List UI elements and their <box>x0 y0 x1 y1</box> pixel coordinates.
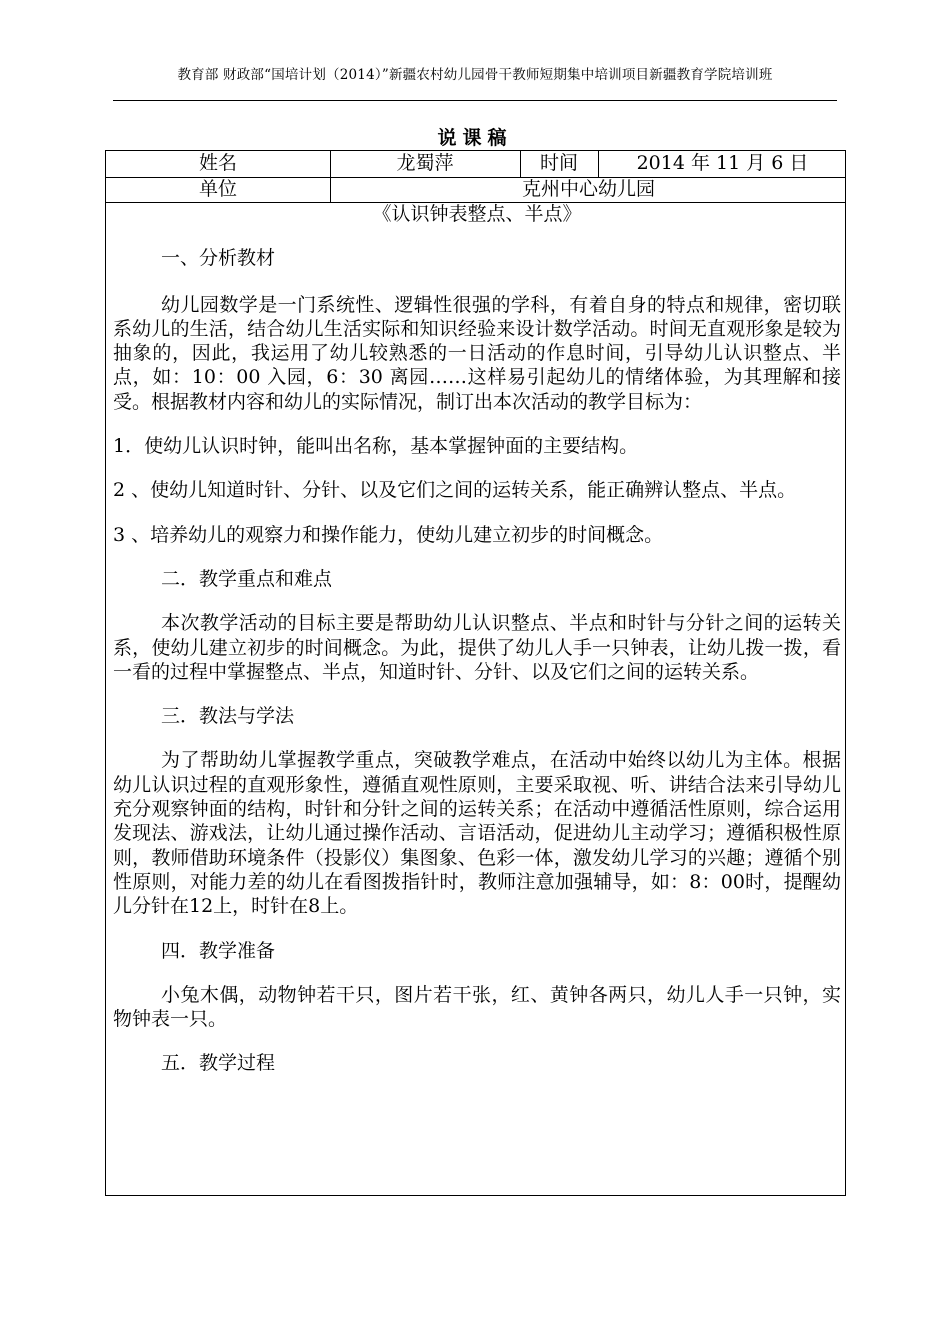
section-heading-analysis: 一、分析教材 <box>161 247 276 270</box>
name-value: 龙蜀萍 <box>396 152 454 174</box>
analysis-paragraph: 幼儿园数学是一门系统性、逻辑性很强的学科，有着自身的特点和规律，密切联系幼儿的生活，结合幼儿生活实际和知识经验来设计数学活动。时间无直观形象是较为抽象的，因此，我运用了幼儿较熟悉的一日活动的作息时间，引导幼儿认识整点、半点，如：10：00 入园，6：30 离园……这样易引起幼儿的情绪体验，为其理解和接受。根据教材内容和幼儿的实际情况，制订出本次活动的教学目标为： <box>113 293 841 413</box>
time-label: 时间 <box>539 152 578 174</box>
name-label: 姓名 <box>198 152 237 174</box>
goal-item-3: 3 、培养幼儿的观察力和操作能力，使幼儿建立初步的时间概念。 <box>113 523 664 546</box>
methods-paragraph: 为了帮助幼儿掌握教学重点，突破教学难点，在活动中始终以幼儿为主体。根据幼儿认识过程的直观形象性，遵循直观性原则，主要采取视、听、讲结合法来引导幼儿充分观察钟面的结构，时针和分针之间的运转关系；在活动中遵循活性原则，综合运用发现法、游戏法，让幼儿通过操作活动、言语活动，促进幼儿主动学习；遵循积极性原则，教师借助环境条件（投影仪）集图象、色彩一体，激发幼儿学习的兴趣；遵循个别性原则，对能力差的幼儿在看图拨指针时，教师注意加强辅导，如：8：00时，提醒幼儿分针在12上，时针在8上。 <box>113 749 841 918</box>
goal-item-1: 1．使幼儿认识时钟，能叫出名称，基本掌握钟面的主要结构。 <box>113 435 639 458</box>
time-value: 2014 年 11 月 6 日 <box>636 152 809 174</box>
section-heading-methods: 三．教法与学法 <box>161 705 295 728</box>
page-header: 教育部 财政部“国培计划（2014）”新疆农村幼儿园骨干教师短期集中培训项目新疆教育学院培训班 <box>177 67 773 83</box>
lesson-content <box>113 198 841 1076</box>
document-title: 说课稿 <box>437 127 513 149</box>
unit-value: 克州中心幼儿园 <box>521 178 655 200</box>
header-rule <box>113 100 837 101</box>
unit-label: 单位 <box>198 178 237 200</box>
key-points-paragraph: 本次教学活动的目标主要是帮助幼儿认识整点、半点和时针与分针之间的运转关系，使幼儿建立初步的时间概念。为此，提供了幼儿人手一只钟表，让幼儿拨一拨，看一看的过程中掌握整点、半点，知道时针、分针、以及它们之间的运转关系。 <box>113 612 841 683</box>
section-heading-preparation: 四．教学准备 <box>161 939 276 962</box>
goal-item-2: 2 、使幼儿知道时针、分针、以及它们之间的运转关系，能正确辨认整点、半点。 <box>113 479 797 502</box>
preparation-paragraph: 小兔木偶，动物钟若干只，图片若干张，红、黄钟各两只，幼儿人手一只钟，实物钟表一只。 <box>113 983 841 1031</box>
lesson-title: 《认识钟表整点、半点》 <box>372 203 582 225</box>
section-heading-process: 五．教学过程 <box>161 1052 276 1075</box>
section-heading-key-points: 二．教学重点和难点 <box>161 567 333 590</box>
